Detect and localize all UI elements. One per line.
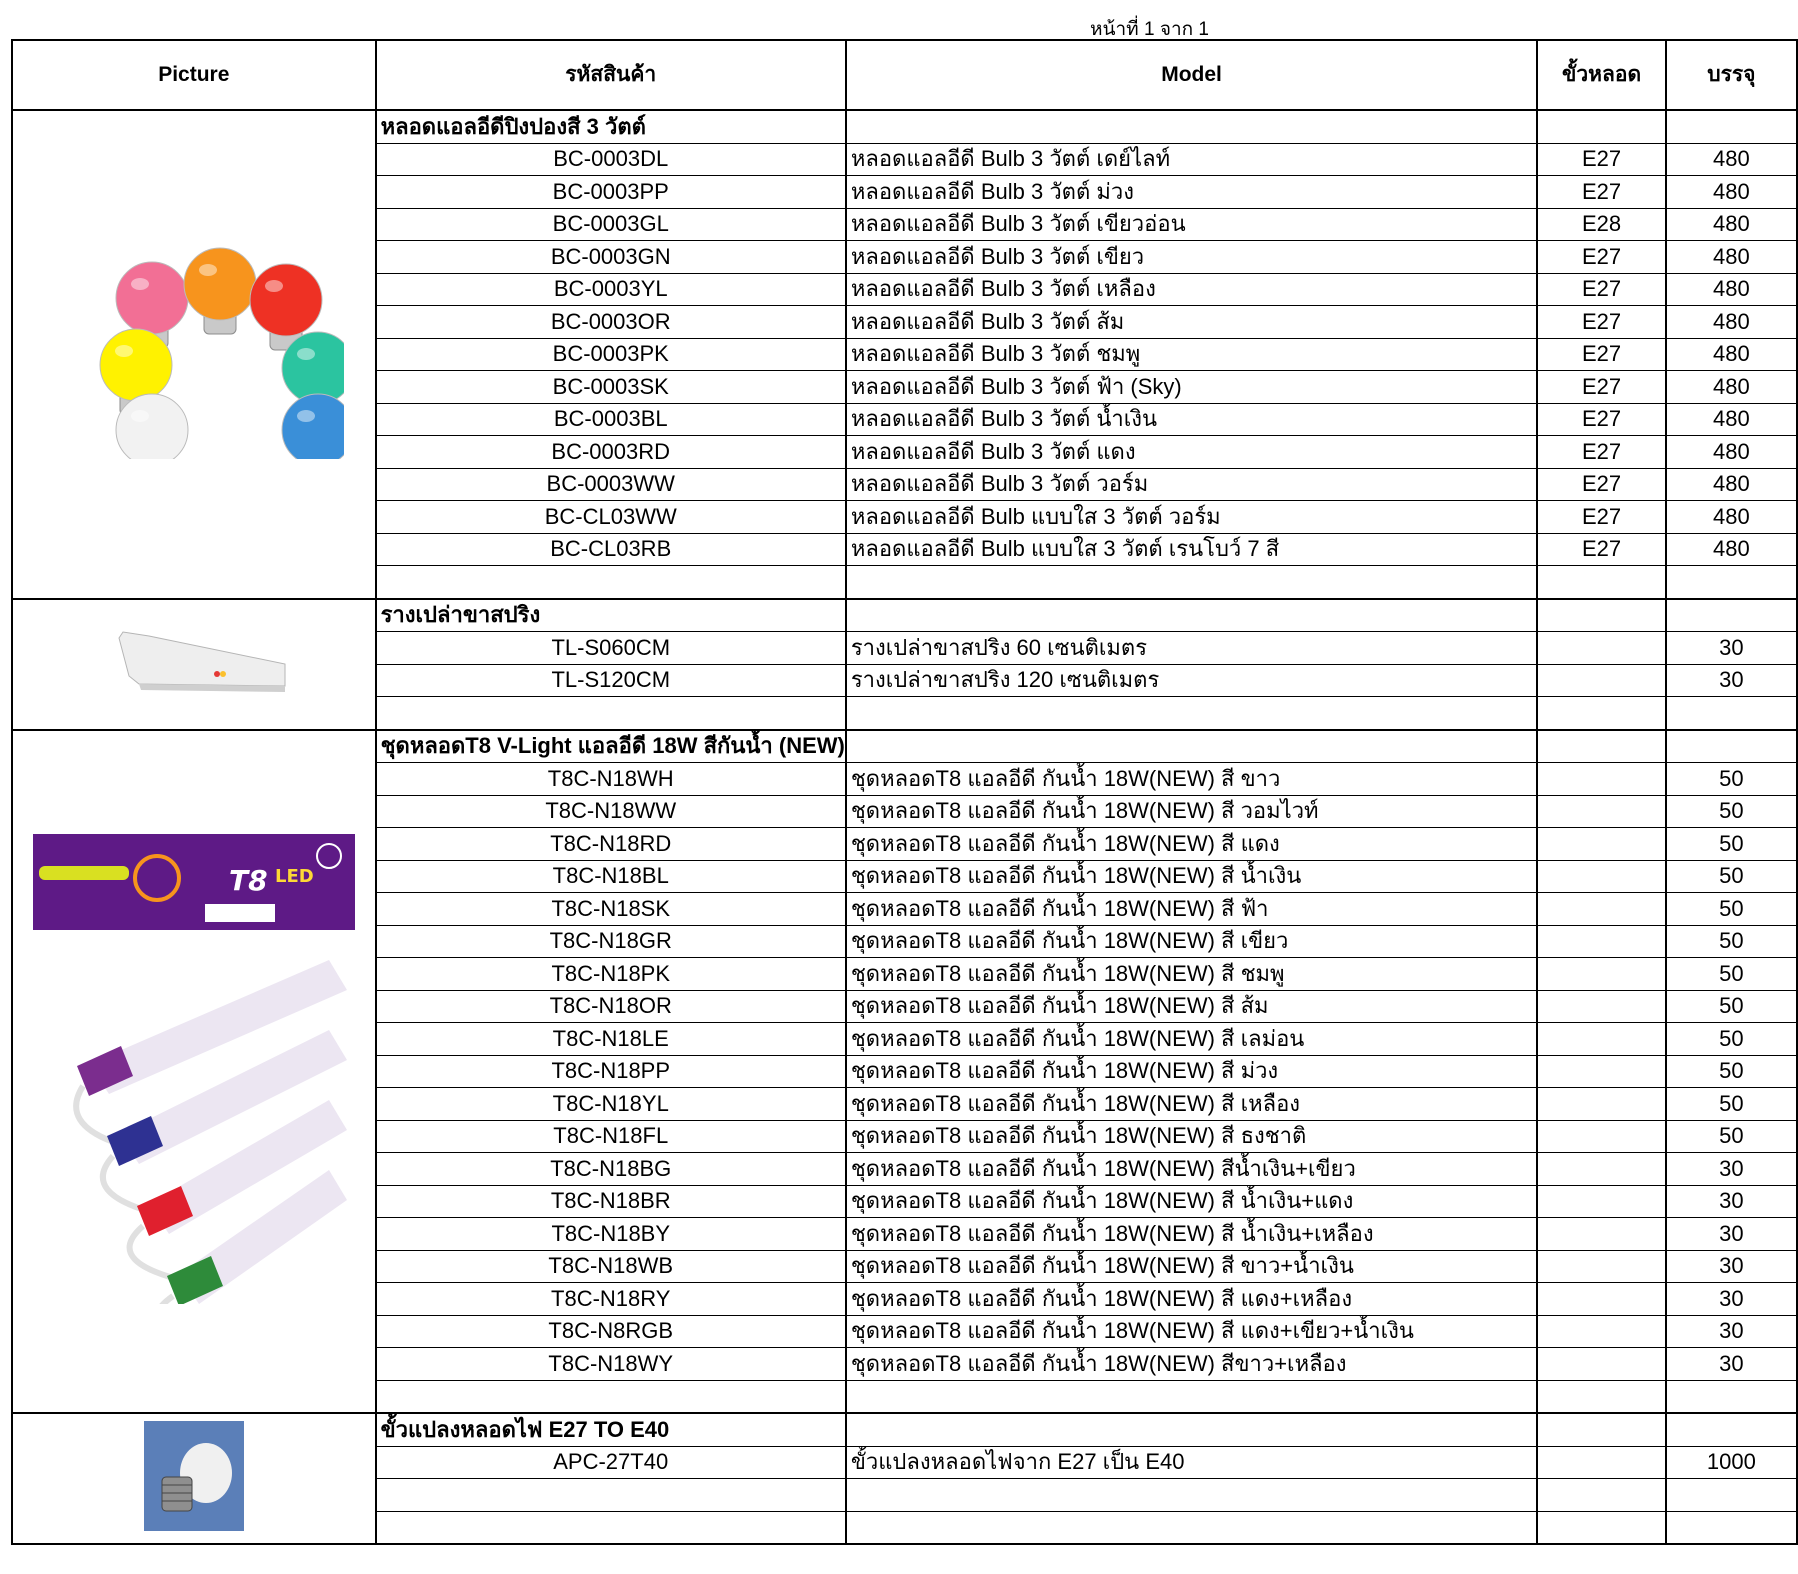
- header-model: Model: [846, 40, 1537, 110]
- empty-cell: [1666, 1511, 1797, 1544]
- section-title: ชุดหลอดT8 V-Light แอลอีดี 18W สีกันน้ำ (NEW): [376, 730, 846, 763]
- cell-code: BC-CL03RB: [376, 533, 846, 566]
- empty-cell: [846, 1413, 1537, 1446]
- cell-base: [1537, 1315, 1665, 1348]
- cell-pack: 480: [1666, 208, 1797, 241]
- colored-bulbs-photo: [44, 244, 344, 459]
- empty-cell: [376, 1479, 846, 1512]
- cell-code: T8C-N18WW: [376, 795, 846, 828]
- empty-cell: [1537, 697, 1665, 730]
- cell-code: TL-S120CM: [376, 664, 846, 697]
- cell-code: T8C-N18RD: [376, 828, 846, 861]
- cell-base: [1537, 1348, 1665, 1381]
- cell-pack: 480: [1666, 143, 1797, 176]
- empty-cell: [1537, 1511, 1665, 1544]
- cell-base: [1537, 1283, 1665, 1316]
- cell-model: ชุดหลอดT8 แอลอีดี กันน้ำ 18W(NEW) สีน้ำเงิน+เขียว: [846, 1153, 1537, 1186]
- cell-base: [1537, 958, 1665, 991]
- empty-cell: [1537, 110, 1665, 143]
- cell-code: BC-0003YL: [376, 273, 846, 306]
- cell-model: รางเปล่าขาสปริง 60 เซนติเมตร: [846, 632, 1537, 665]
- empty-cell: [376, 1511, 846, 1544]
- cell-pack: 30: [1666, 1218, 1797, 1251]
- cell-model: หลอดแอลอีดี Bulb 3 วัตต์ แดง: [846, 436, 1537, 469]
- cell-pack: 30: [1666, 1185, 1797, 1218]
- section-title-row: [12, 599, 1797, 632]
- cell-model: ชุดหลอดT8 แอลอีดี กันน้ำ 18W(NEW) สี เลม่อน: [846, 1023, 1537, 1056]
- cell-pack: 480: [1666, 241, 1797, 274]
- empty-cell: [846, 566, 1537, 599]
- cell-base: [1537, 795, 1665, 828]
- cell-base: E27: [1537, 436, 1665, 469]
- header-base: ขั้วหลอด: [1537, 40, 1665, 110]
- empty-cell: [846, 697, 1537, 730]
- cell-base: E27: [1537, 273, 1665, 306]
- cell-pack: 30: [1666, 1250, 1797, 1283]
- empty-cell: [1537, 1413, 1665, 1446]
- cell-code: APC-27T40: [376, 1446, 846, 1479]
- empty-cell: [846, 110, 1537, 143]
- svg-text:T8: T8: [228, 863, 268, 897]
- header-code: รหัสสินค้า: [376, 40, 846, 110]
- cell-pack: 1000: [1666, 1446, 1797, 1479]
- cell-model: หลอดแอลอีดี Bulb 3 วัตต์ ฟ้า (Sky): [846, 371, 1537, 404]
- cell-base: [1537, 763, 1665, 796]
- cell-pack: 480: [1666, 501, 1797, 534]
- cell-pack: 50: [1666, 925, 1797, 958]
- cell-model: หลอดแอลอีดี Bulb 3 วัตต์ วอร์ม: [846, 468, 1537, 501]
- cell-code: T8C-N18WB: [376, 1250, 846, 1283]
- cell-model: หลอดแอลอีดี Bulb 3 วัตต์ ชมพู: [846, 338, 1537, 371]
- cell-code: T8C-N18BR: [376, 1185, 846, 1218]
- cell-code: BC-0003OR: [376, 306, 846, 339]
- empty-cell: [1666, 110, 1797, 143]
- header-picture: Picture: [12, 40, 376, 110]
- cell-base: [1537, 664, 1665, 697]
- cell-code: T8C-N18WH: [376, 763, 846, 796]
- cell-pack: 50: [1666, 763, 1797, 796]
- cell-model: ชุดหลอดT8 แอลอีดี กันน้ำ 18W(NEW) สี ชมพู: [846, 958, 1537, 991]
- cell-code: BC-0003GL: [376, 208, 846, 241]
- cell-code: BC-0003RD: [376, 436, 846, 469]
- product-table: [11, 39, 1798, 1545]
- cell-pack: 480: [1666, 436, 1797, 469]
- cell-model: ชุดหลอดT8 แอลอีดี กันน้ำ 18W(NEW) สี ขาว+น้ำเงิน: [846, 1250, 1537, 1283]
- cell-model: ชุดหลอดT8 แอลอีดี กันน้ำ 18W(NEW) สี แดง+เหลือง: [846, 1283, 1537, 1316]
- empty-cell: [1666, 1413, 1797, 1446]
- cell-base: [1537, 1088, 1665, 1121]
- cell-base: E27: [1537, 338, 1665, 371]
- cell-pack: 30: [1666, 1283, 1797, 1316]
- cell-model: หลอดแอลอีดี Bulb 3 วัตต์ น้ำเงิน: [846, 403, 1537, 436]
- cell-pack: 50: [1666, 795, 1797, 828]
- cell-pack: 50: [1666, 1055, 1797, 1088]
- cell-base: [1537, 828, 1665, 861]
- cell-model: หลอดแอลอีดี Bulb 3 วัตต์ เขียว: [846, 241, 1537, 274]
- cell-model: ชุดหลอดT8 แอลอีดี กันน้ำ 18W(NEW) สี น้ำเงิน+แดง: [846, 1185, 1537, 1218]
- cell-pack: 480: [1666, 468, 1797, 501]
- cell-code: T8C-N18BL: [376, 860, 846, 893]
- empty-cell: [1537, 730, 1665, 763]
- cell-code: T8C-N18PP: [376, 1055, 846, 1088]
- empty-cell: [1666, 1479, 1797, 1512]
- cell-code: BC-0003SK: [376, 371, 846, 404]
- product-picture-cell: [12, 1413, 376, 1544]
- empty-cell: [1666, 566, 1797, 599]
- empty-cell: [1537, 566, 1665, 599]
- section-title: รางเปล่าขาสปริง: [376, 599, 846, 632]
- cell-base: E27: [1537, 306, 1665, 339]
- cell-base: [1537, 925, 1665, 958]
- cell-code: T8C-N18WY: [376, 1348, 846, 1381]
- cell-pack: 50: [1666, 1088, 1797, 1121]
- empty-cell: [846, 1380, 1537, 1413]
- empty-cell: [1537, 1479, 1665, 1512]
- cell-pack: 50: [1666, 860, 1797, 893]
- cell-base: [1537, 1218, 1665, 1251]
- empty-cell: [846, 599, 1537, 632]
- cell-model: ชุดหลอดT8 แอลอีดี กันน้ำ 18W(NEW) สีขาว+เหลือง: [846, 1348, 1537, 1381]
- cell-code: T8C-N18YL: [376, 1088, 846, 1121]
- cell-base: E27: [1537, 403, 1665, 436]
- cell-base: [1537, 893, 1665, 926]
- product-picture-cell: [12, 599, 376, 730]
- cell-pack: 480: [1666, 533, 1797, 566]
- cell-model: ชุดหลอดT8 แอลอีดี กันน้ำ 18W(NEW) สี เหลือง: [846, 1088, 1537, 1121]
- empty-cell: [1537, 1380, 1665, 1413]
- cell-code: T8C-N18SK: [376, 893, 846, 926]
- cell-code: BC-0003GN: [376, 241, 846, 274]
- cell-model: ชุดหลอดT8 แอลอีดี กันน้ำ 18W(NEW) สี น้ำเงิน+เหลือง: [846, 1218, 1537, 1251]
- empty-cell: [376, 697, 846, 730]
- header-pack: บรรจุ: [1666, 40, 1797, 110]
- cell-pack: 480: [1666, 371, 1797, 404]
- cell-model: ชุดหลอดT8 แอลอีดี กันน้ำ 18W(NEW) สี แดง+เขียว+น้ำเงิน: [846, 1315, 1537, 1348]
- cell-code: T8C-N18BG: [376, 1153, 846, 1186]
- cell-base: [1537, 1120, 1665, 1153]
- cell-code: BC-0003PK: [376, 338, 846, 371]
- cell-pack: 30: [1666, 664, 1797, 697]
- cell-pack: 30: [1666, 1348, 1797, 1381]
- cell-model: ชุดหลอดT8 แอลอีดี กันน้ำ 18W(NEW) สี น้ำเงิน: [846, 860, 1537, 893]
- empty-cell: [1537, 599, 1665, 632]
- cell-model: หลอดแอลอีดี Bulb แบบใส 3 วัตต์ วอร์ม: [846, 501, 1537, 534]
- cell-base: E28: [1537, 208, 1665, 241]
- empty-cell: [1666, 697, 1797, 730]
- cell-code: T8C-N18FL: [376, 1120, 846, 1153]
- section-title: ขั้วแปลงหลอดไฟ E27 TO E40: [376, 1413, 846, 1446]
- cell-model: หลอดแอลอีดี Bulb 3 วัตต์ เดย์ไลท์: [846, 143, 1537, 176]
- page-number-label: หน้าที่ 1 จาก 1: [1090, 19, 1209, 40]
- t8-tube-set-photo: [29, 834, 359, 1304]
- cell-model: ชุดหลอดT8 แอลอีดี กันน้ำ 18W(NEW) สี ธงชาติ: [846, 1120, 1537, 1153]
- cell-code: T8C-N18LE: [376, 1023, 846, 1056]
- cell-model: ชุดหลอดT8 แอลอีดี กันน้ำ 18W(NEW) สี ฟ้า: [846, 893, 1537, 926]
- cell-pack: 480: [1666, 273, 1797, 306]
- spring-rail-photo: [99, 624, 289, 699]
- cell-model: ขั้วแปลงหลอดไฟจาก E27 เป็น E40: [846, 1446, 1537, 1479]
- cell-pack: 480: [1666, 306, 1797, 339]
- cell-base: E27: [1537, 143, 1665, 176]
- product-picture-cell: [12, 730, 376, 1414]
- cell-code: T8C-N18PK: [376, 958, 846, 991]
- section-title-row: [12, 730, 1797, 763]
- section-title-row: [12, 1413, 1797, 1446]
- cell-pack: 50: [1666, 1023, 1797, 1056]
- cell-code: T8C-N18RY: [376, 1283, 846, 1316]
- cell-model: ชุดหลอดT8 แอลอีดี กันน้ำ 18W(NEW) สี เขียว: [846, 925, 1537, 958]
- cell-pack: 30: [1666, 1153, 1797, 1186]
- empty-cell: [1666, 730, 1797, 763]
- cell-pack: 30: [1666, 1315, 1797, 1348]
- cell-code: T8C-N18BY: [376, 1218, 846, 1251]
- empty-cell: [376, 1380, 846, 1413]
- empty-cell: [846, 1511, 1537, 1544]
- cell-model: ชุดหลอดT8 แอลอีดี กันน้ำ 18W(NEW) สี แดง: [846, 828, 1537, 861]
- section-title: หลอดแอลอีดีปิงปองสี 3 วัตต์: [376, 110, 846, 143]
- svg-text:LED: LED: [274, 865, 314, 887]
- product-picture-cell: [12, 110, 376, 599]
- cell-pack: 50: [1666, 1120, 1797, 1153]
- cell-pack: 50: [1666, 990, 1797, 1023]
- cell-pack: 50: [1666, 893, 1797, 926]
- empty-cell: [846, 1479, 1537, 1512]
- cell-model: หลอดแอลอีดี Bulb 3 วัตต์ ส้ม: [846, 306, 1537, 339]
- cell-base: [1537, 632, 1665, 665]
- cell-model: หลอดแอลอีดี Bulb 3 วัตต์ เหลือง: [846, 273, 1537, 306]
- table-body: [12, 110, 1797, 1544]
- cell-base: E27: [1537, 371, 1665, 404]
- cell-base: [1537, 1023, 1665, 1056]
- empty-cell: [846, 730, 1537, 763]
- cell-code: T8C-N18GR: [376, 925, 846, 958]
- cell-pack: 30: [1666, 632, 1797, 665]
- cell-model: ชุดหลอดT8 แอลอีดี กันน้ำ 18W(NEW) สี ขาว: [846, 763, 1537, 796]
- cell-model: หลอดแอลอีดี Bulb 3 วัตต์ ม่วง: [846, 176, 1537, 209]
- cell-base: E27: [1537, 241, 1665, 274]
- cell-model: รางเปล่าขาสปริง 120 เซนติเมตร: [846, 664, 1537, 697]
- cell-base: E27: [1537, 533, 1665, 566]
- empty-cell: [1666, 599, 1797, 632]
- cell-pack: 480: [1666, 338, 1797, 371]
- adapter-photo: [144, 1421, 244, 1531]
- cell-base: [1537, 1185, 1665, 1218]
- cell-base: E27: [1537, 468, 1665, 501]
- cell-base: [1537, 1446, 1665, 1479]
- cell-code: BC-0003WW: [376, 468, 846, 501]
- cell-base: [1537, 1055, 1665, 1088]
- cell-base: E27: [1537, 501, 1665, 534]
- cell-model: ชุดหลอดT8 แอลอีดี กันน้ำ 18W(NEW) สี ม่วง: [846, 1055, 1537, 1088]
- cell-base: E27: [1537, 176, 1665, 209]
- cell-code: BC-0003BL: [376, 403, 846, 436]
- cell-base: [1537, 1250, 1665, 1283]
- cell-pack: 480: [1666, 403, 1797, 436]
- cell-model: หลอดแอลอีดี Bulb 3 วัตต์ เขียวอ่อน: [846, 208, 1537, 241]
- cell-code: BC-0003DL: [376, 143, 846, 176]
- table-header-row: [12, 40, 1797, 110]
- cell-model: ชุดหลอดT8 แอลอีดี กันน้ำ 18W(NEW) สี วอมไวท์: [846, 795, 1537, 828]
- cell-code: BC-CL03WW: [376, 501, 846, 534]
- cell-base: [1537, 1153, 1665, 1186]
- cell-code: BC-0003PP: [376, 176, 846, 209]
- cell-pack: 480: [1666, 176, 1797, 209]
- cell-model: ชุดหลอดT8 แอลอีดี กันน้ำ 18W(NEW) สี ส้ม: [846, 990, 1537, 1023]
- cell-base: [1537, 860, 1665, 893]
- cell-code: T8C-N8RGB: [376, 1315, 846, 1348]
- cell-code: T8C-N18OR: [376, 990, 846, 1023]
- section-title-row: [12, 110, 1797, 143]
- cell-code: TL-S060CM: [376, 632, 846, 665]
- cell-base: [1537, 990, 1665, 1023]
- cell-pack: 50: [1666, 958, 1797, 991]
- cell-pack: 50: [1666, 828, 1797, 861]
- cell-model: หลอดแอลอีดี Bulb แบบใส 3 วัตต์ เรนโบว์ 7 สี: [846, 533, 1537, 566]
- empty-cell: [376, 566, 846, 599]
- empty-cell: [1666, 1380, 1797, 1413]
